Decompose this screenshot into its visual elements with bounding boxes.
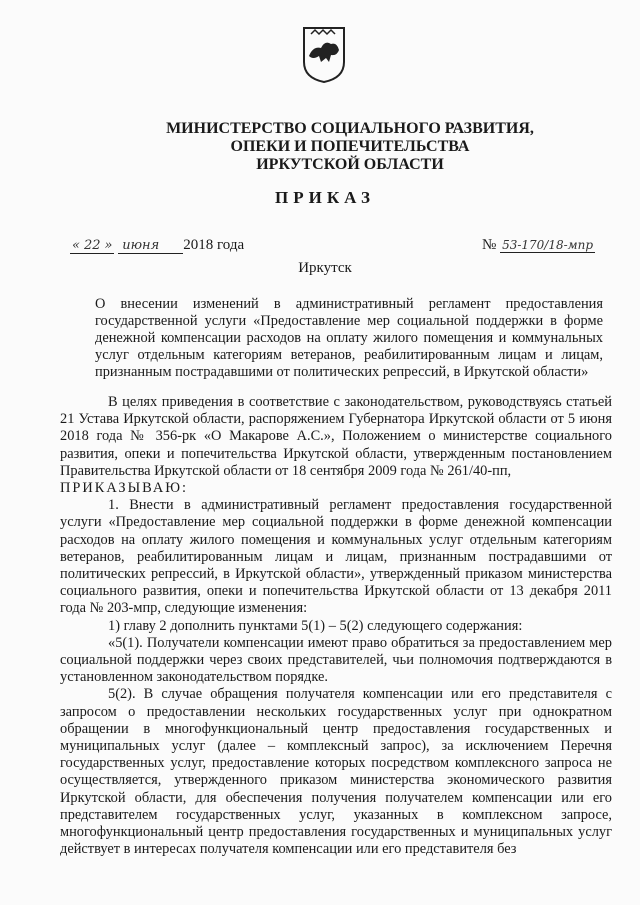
order-body <box>60 394 612 858</box>
order-number <box>482 237 595 254</box>
paragraph-5-2: 5(2). В случае обращения получателя компенсации или его представителя с запросом о предоставлении нескольких государственных услуг при однократном обращении в многофункциональный центр предоставления государственных и муниципальных услуг (далее – комплексный запрос), за исключением Перечня государственных услуг, предоставление которых посредством комплексного запроса не осуществляется, утвержденного приказом министерства экономического развития Иркутской области, для обеспечения получения получателем компенсации или его представителем государственных услуг, указанных в комплексном запросе, многофункциональный центр предоставления государственных и муниципальных услуг действует в интересах получателя компенсации или его представителя без <box>60 686 612 858</box>
ministry-line-1: МИНИСТЕРСТВО СОЦИАЛЬНОГО РАЗВИТИЯ, <box>166 120 534 137</box>
item-1: 1. Внести в административный регламент предоставления государственной услуги «Предоставление мер социальной поддержки в форме денежной компенсации расходов на оплату жилого помещения и коммунальных услуг отдельным категориям ветеранов, реабилитированным лицам и лицам, признанным пострадавшими от политических репрессий, в Иркутской области», утвержденный приказом министерства социального развития, опеки и попечительства Иркутской области от 13 декабря 2011 года № 203-мпр, следующие изменения: <box>60 497 612 617</box>
number-sign: № <box>482 237 497 253</box>
order-title: ПРИКАЗ <box>275 188 375 207</box>
order-word: ПРИКАЗЫВАЮ: <box>60 480 189 497</box>
date-open-quote: « <box>72 238 80 253</box>
number-value: 53-170/18-мпр <box>502 238 594 252</box>
date-month: июня <box>118 238 183 254</box>
ministry-line-3: ИРКУТСКОЙ ОБЛАСТИ <box>256 156 444 173</box>
city: Иркутск <box>298 260 352 276</box>
date-close-quote: » <box>104 238 113 253</box>
order-subject: О внесении изменений в административный регламент предоставления государственной услуги «Предоставление мер социальной поддержки в форме денежной компенсации расходов на оплату жилого помещения и коммунальных услуг отдельным категориям ветеранов, реабилитированным лицам и лицам, признанным пострадавшими от политических репрессий, в Иркутской области» <box>95 296 603 380</box>
paragraph-5-1: «5(1). Получатели компенсации имеют право обратиться за предоставлением мер социальной поддержки через своих представителей, чьи полномочия подтверждаются в установленном законодательством порядке. <box>60 634 612 686</box>
preamble: В целях приведения в соответствие с законодательством, руководствуясь статьей 21 Устава Иркутской области, распоряжением Губернатора Иркутской области от 5 июня 2018 года № 356-рк «О Макарове А.С.», Положением о министерстве социального развития, опеки и попечительства Иркутской области, утвержденным постановлением Правительства Иркутской области от 18 сентября 2009 года № 261/40-пп, <box>60 394 612 479</box>
date-year: 2018 года <box>183 237 245 253</box>
ministry-line-2: ОПЕКИ И ПОПЕЧИТЕЛЬСТВА <box>230 138 470 155</box>
item-1-1: 1) главу 2 дополнить пунктами 5(1) – 5(2) следующего содержания: <box>108 617 523 634</box>
date-day: 22 <box>83 238 101 253</box>
ministry-header <box>150 120 550 174</box>
coat-of-arms-icon <box>301 22 347 84</box>
order-date <box>70 237 244 254</box>
